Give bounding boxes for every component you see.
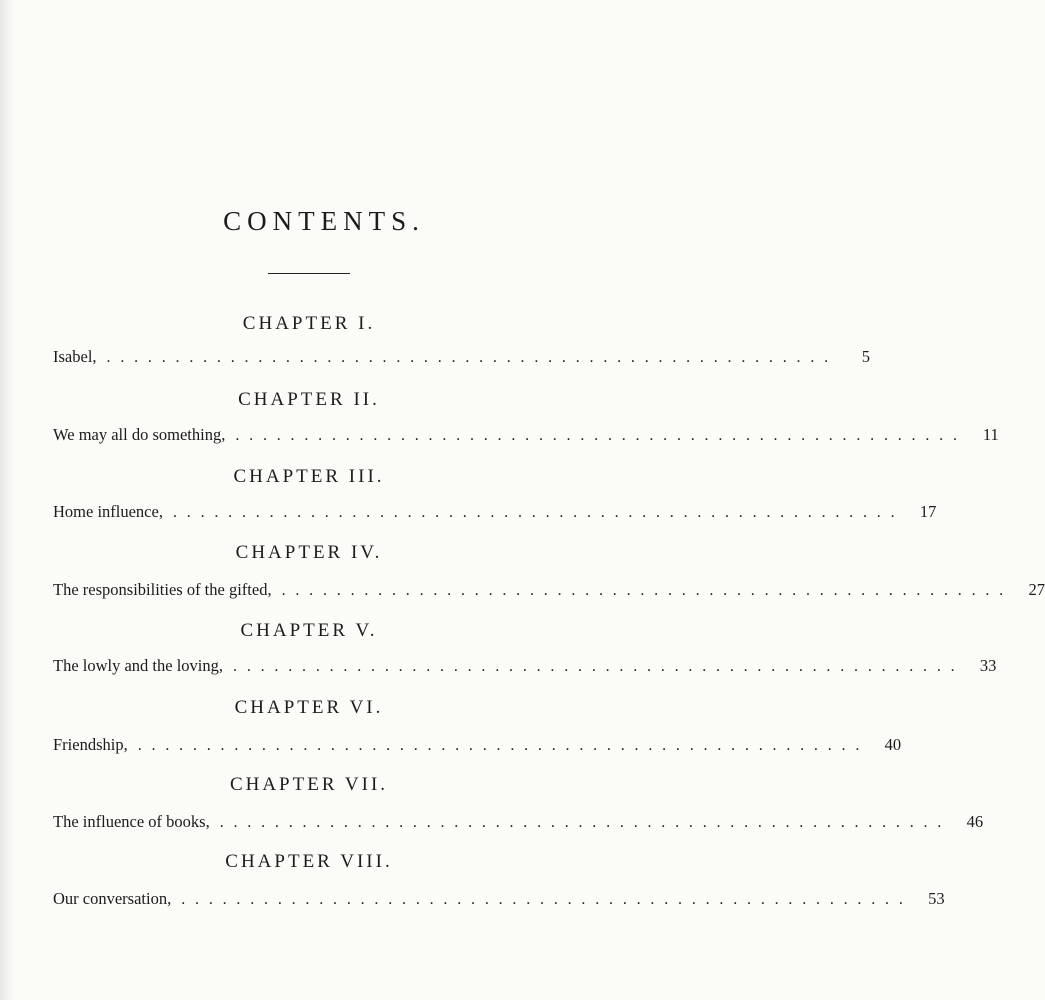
chapter-heading: CHAPTER VI. <box>234 697 384 718</box>
chapter-heading: CHAPTER VIII. <box>225 851 393 872</box>
entry-page-number: 5 <box>861 347 870 366</box>
leader-dots: ..................................................... <box>219 814 952 831</box>
entry-page-number: 33 <box>979 656 997 675</box>
entry-title: We may all do something, <box>53 425 226 444</box>
entry-page-number: 27 <box>1028 580 1045 599</box>
toc-entry[interactable] <box>53 812 984 836</box>
entry-title: The influence of books, <box>53 812 210 831</box>
chapter-heading: CHAPTER II. <box>238 389 380 410</box>
toc-entry[interactable] <box>53 347 870 371</box>
toc-entry[interactable] <box>53 656 997 680</box>
leader-dots: ..................................................... <box>233 658 965 675</box>
entry-title: The responsibilities of the gifted, <box>53 580 272 599</box>
chapter-heading: CHAPTER V. <box>240 620 378 641</box>
entry-title: Home influence, <box>53 502 163 521</box>
entry-page-number: 17 <box>919 502 937 521</box>
entry-title: Friendship, <box>53 735 128 754</box>
title-rule <box>268 273 350 274</box>
chapter-heading: CHAPTER VII. <box>229 774 389 795</box>
chapter-heading: CHAPTER IV. <box>235 542 383 563</box>
toc-entry[interactable] <box>53 425 999 449</box>
entry-page-number: 40 <box>884 735 902 754</box>
leader-dots: ..................................................... <box>137 737 870 754</box>
leader-dots: ..................................................... <box>235 427 967 444</box>
leader-dots: ..................................................... <box>181 891 913 908</box>
entry-page-number: 11 <box>982 425 999 444</box>
leader-dots: ..................................................... <box>281 582 1013 599</box>
toc-entry[interactable] <box>53 889 945 913</box>
page-edge-shadow <box>0 0 14 1000</box>
entry-title: Isabel, <box>53 347 97 366</box>
entry-title: The lowly and the loving, <box>53 656 224 675</box>
entry-page-number: 53 <box>928 889 945 908</box>
toc-entry[interactable] <box>53 735 902 759</box>
toc-entry[interactable] <box>53 580 1045 604</box>
chapter-heading: CHAPTER III. <box>233 466 385 487</box>
entry-title: Our conversation, <box>53 889 172 908</box>
toc-entry[interactable] <box>53 502 937 526</box>
entry-page-number: 46 <box>966 812 984 831</box>
leader-dots: ..................................................... <box>106 349 838 366</box>
chapter-heading: CHAPTER I. <box>242 313 376 334</box>
leader-dots: ..................................................... <box>172 504 905 521</box>
contents-title: CONTENTS. <box>223 206 425 236</box>
